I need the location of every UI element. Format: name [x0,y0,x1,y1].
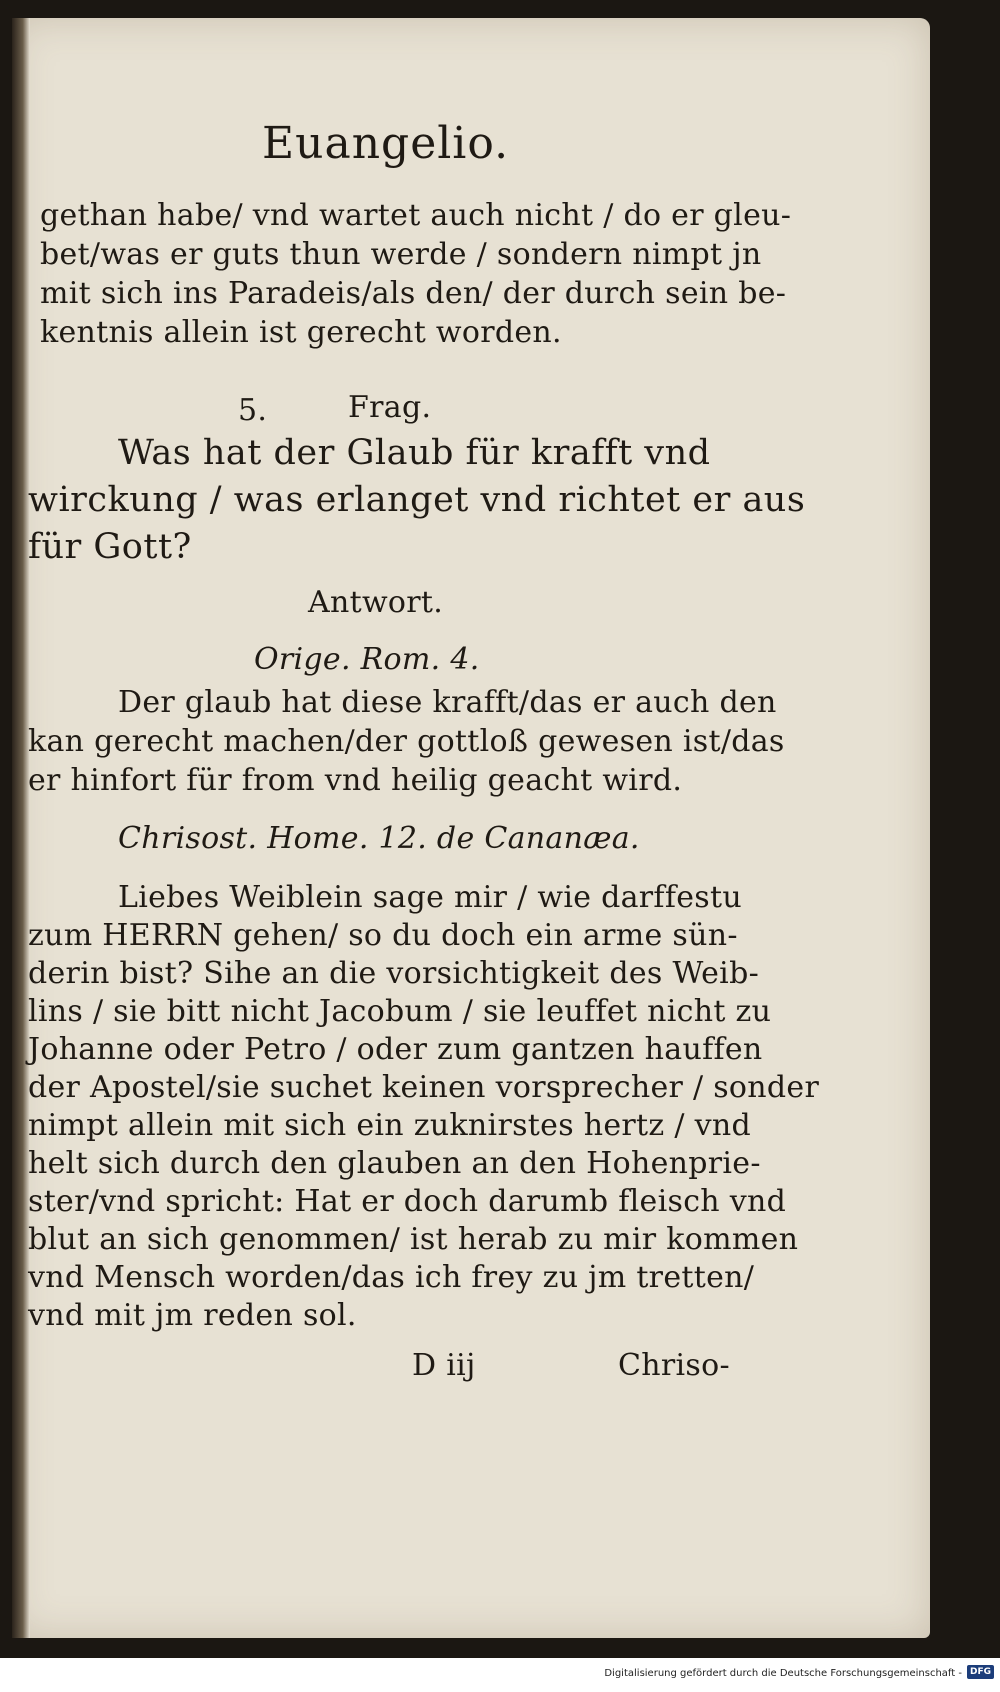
question-line: Was hat der Glaub für krafft vnd [118,433,711,473]
answer-label: Antwort. [308,585,444,620]
citation: Chrisost. Home. 12. de Cananæa. [118,821,640,856]
text-line: zum HERRN gehen/ so du doch ein arme sün- [28,918,738,953]
catchword: Chriso- [618,1348,730,1383]
text-line: Johanne oder Petro / oder zum gantzen hauffen [28,1032,763,1067]
question-line: wirckung / was erlanget vnd richtet er aus [28,480,806,520]
question-label: Frag. [348,390,432,425]
text-line: vnd mit jm reden sol. [28,1298,357,1333]
text-line: lins / sie bitt nicht Jacobum / sie leuffet nicht zu [28,994,772,1029]
text-line: ster/vnd spricht: Hat er doch darumb fleisch vnd [28,1184,787,1219]
text-line: nimpt allein mit sich ein zuknirstes hertz / vnd [28,1108,751,1143]
text-line: blut an sich genommen/ ist herab zu mir kommen [28,1222,799,1257]
running-header: Euangelio. [262,118,510,169]
text-line: Der glaub hat diese krafft/das er auch den [118,685,777,720]
book-page [12,18,930,1638]
text-line: der Apostel/sie suchet keinen vorsprecher / sonder [28,1070,820,1105]
text-line: mit sich ins Paradeis/als den/ der durch sein be- [40,276,787,311]
text-line: vnd Mensch worden/das ich frey zu jm tretten/ [28,1260,755,1295]
text-line: bet/was er guts thun werde / sondern nimpt jn [40,237,762,272]
text-line: helt sich durch den glauben an den Hohenprie- [28,1146,761,1181]
text-line: derin bist? Sihe an die vorsichtigkeit des Weib- [28,956,760,991]
text-line: Liebes Weiblein sage mir / wie darffestu [118,880,742,915]
text-line: kentnis allein ist gerecht worden. [40,315,562,350]
citation: Orige. Rom. 4. [254,642,480,677]
dfg-logo: DFG [967,1665,994,1679]
question-number: 5. [238,393,268,428]
text-line: gethan habe/ vnd wartet auch nicht / do er gleu- [40,198,792,233]
funding-credit: Digitalisierung gefördert durch die Deutsche Forschungsgemeinschaft - [604,1668,962,1679]
question-line: für Gott? [28,527,192,567]
text-line: er hinfort für from vnd heilig geacht wird. [28,763,683,798]
page-gutter [12,18,30,1638]
text-line: kan gerecht machen/der gottloß gewesen ist/das [28,724,785,759]
signature-mark: D iij [412,1348,476,1383]
